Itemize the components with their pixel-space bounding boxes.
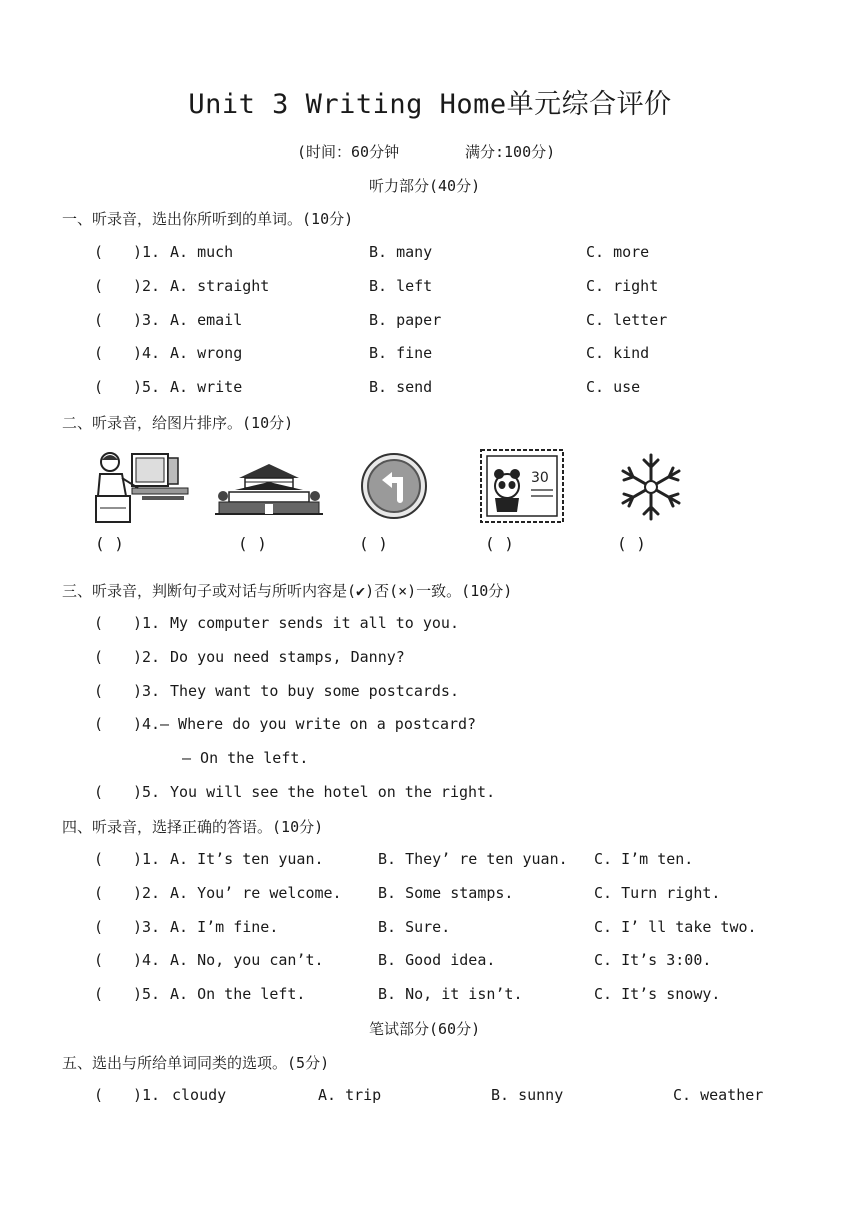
given-word: cloudy bbox=[172, 1086, 227, 1104]
option-c: C. I’m ten. bbox=[594, 850, 694, 868]
item-number: )4. bbox=[133, 344, 161, 362]
item-number: )1. bbox=[133, 243, 161, 261]
item-number: )3. bbox=[133, 918, 161, 936]
option-c: C. It’s snowy. bbox=[594, 985, 721, 1003]
time-note: (时间：60分钟 bbox=[297, 143, 400, 161]
item-number: )2. bbox=[133, 884, 161, 902]
turn-left-sign-icon bbox=[360, 452, 428, 520]
statement-text: My computer sends it all to you. bbox=[170, 614, 459, 632]
option-b: B. No, it isn’t. bbox=[378, 985, 523, 1003]
option-a: A. On the left. bbox=[170, 985, 306, 1003]
item-number: )5. bbox=[133, 783, 161, 801]
option-b: B. sunny bbox=[491, 1086, 564, 1104]
option-c: C. kind bbox=[586, 344, 650, 362]
item-number: )1. bbox=[133, 850, 161, 868]
answer-paren[interactable]: ( bbox=[94, 884, 104, 902]
option-b: B. fine bbox=[369, 344, 433, 362]
option-a: A. No, you can’t. bbox=[170, 951, 324, 969]
option-a: A. wrong bbox=[170, 344, 243, 362]
item-number: )4. bbox=[133, 715, 161, 733]
tiananmen-icon bbox=[215, 460, 323, 520]
option-b: B. many bbox=[369, 243, 433, 261]
score-note: 满分:100分) bbox=[465, 143, 556, 161]
option-b: B. send bbox=[369, 378, 433, 396]
computer-user-icon bbox=[92, 448, 192, 524]
answer-paren[interactable]: ( bbox=[94, 648, 104, 666]
option-a: A. You’ re welcome. bbox=[170, 884, 342, 902]
answer-paren[interactable]: ( bbox=[94, 850, 104, 868]
stamp-value: 30 bbox=[531, 470, 549, 486]
page-title: Unit 3 Writing Home单元综合评价 bbox=[188, 89, 672, 120]
option-c: C. Turn right. bbox=[594, 884, 721, 902]
option-a: A. email bbox=[170, 311, 243, 329]
answer-paren[interactable]: ( bbox=[94, 311, 104, 329]
item-number: )5. bbox=[133, 378, 161, 396]
option-b: B. They’ re ten yuan. bbox=[378, 850, 568, 868]
option-c: C. right bbox=[586, 277, 659, 295]
statement-text: You will see the hotel on the right. bbox=[170, 783, 496, 801]
statement-text: — Where do you write on a postcard? bbox=[160, 715, 477, 733]
option-c: C. more bbox=[586, 243, 650, 261]
option-c: C. use bbox=[586, 378, 641, 396]
option-a: A. much bbox=[170, 243, 234, 261]
option-c: C. weather bbox=[673, 1086, 764, 1104]
statement-text: Do you need stamps, Danny? bbox=[170, 648, 405, 666]
option-a: A. It’s ten yuan. bbox=[170, 850, 324, 868]
picture-answer-paren[interactable]: ( ) bbox=[95, 534, 124, 553]
statement-text: They want to buy some postcards. bbox=[170, 682, 459, 700]
statement-text: — On the left. bbox=[182, 749, 309, 767]
option-b: B. Sure. bbox=[378, 918, 451, 936]
answer-paren[interactable]: ( bbox=[94, 715, 104, 733]
section2-heading: 二、听录音，给图片排序。(10分) bbox=[62, 414, 294, 432]
listening-header: 听力部分(40分) bbox=[369, 177, 481, 195]
answer-paren[interactable]: ( bbox=[94, 951, 104, 969]
panda-stamp-icon bbox=[479, 448, 565, 524]
answer-paren[interactable]: ( bbox=[94, 783, 104, 801]
answer-paren[interactable]: ( bbox=[94, 985, 104, 1003]
answer-paren[interactable]: ( bbox=[94, 243, 104, 261]
item-number: )4. bbox=[133, 951, 161, 969]
picture-answer-paren[interactable]: ( ) bbox=[485, 534, 514, 553]
option-b: B. paper bbox=[369, 311, 442, 329]
option-a: A. straight bbox=[170, 277, 270, 295]
section1-heading: 一、听录音，选出你所听到的单词。(10分) bbox=[62, 210, 354, 228]
writing-header: 笔试部分(60分) bbox=[369, 1020, 481, 1038]
answer-paren[interactable]: ( bbox=[94, 277, 104, 295]
section4-heading: 四、听录音，选择正确的答语。(10分) bbox=[62, 818, 324, 836]
picture-answer-paren[interactable]: ( ) bbox=[359, 534, 388, 553]
option-c: C. letter bbox=[586, 311, 668, 329]
item-number: )5. bbox=[133, 985, 161, 1003]
option-b: B. left bbox=[369, 277, 433, 295]
item-number: )2. bbox=[133, 277, 161, 295]
answer-paren[interactable]: ( bbox=[94, 378, 104, 396]
item-number: )2. bbox=[133, 648, 161, 666]
answer-paren[interactable]: ( bbox=[94, 682, 104, 700]
option-a: A. write bbox=[170, 378, 243, 396]
answer-paren[interactable]: ( bbox=[94, 614, 104, 632]
answer-paren[interactable]: ( bbox=[94, 1086, 104, 1104]
answer-paren[interactable]: ( bbox=[94, 918, 104, 936]
picture-answer-paren[interactable]: ( ) bbox=[238, 534, 267, 553]
section5-heading: 五、选出与所给单词同类的选项。(5分) bbox=[62, 1054, 330, 1072]
item-number: )1. bbox=[133, 614, 161, 632]
option-b: B. Good idea. bbox=[378, 951, 496, 969]
item-number: )1. bbox=[133, 1086, 161, 1104]
section3-heading: 三、听录音，判断句子或对话与所听内容是(✔)否(×)一致。(10分) bbox=[62, 582, 513, 600]
item-number: )3. bbox=[133, 682, 161, 700]
option-c: C. It’s 3:00. bbox=[594, 951, 712, 969]
option-c: C. I’ ll take two. bbox=[594, 918, 757, 936]
option-b: B. Some stamps. bbox=[378, 884, 514, 902]
option-a: A. trip bbox=[318, 1086, 382, 1104]
item-number: )3. bbox=[133, 311, 161, 329]
picture-answer-paren[interactable]: ( ) bbox=[617, 534, 646, 553]
answer-paren[interactable]: ( bbox=[94, 344, 104, 362]
option-a: A. I’m fine. bbox=[170, 918, 279, 936]
snowflake-icon bbox=[616, 452, 686, 522]
